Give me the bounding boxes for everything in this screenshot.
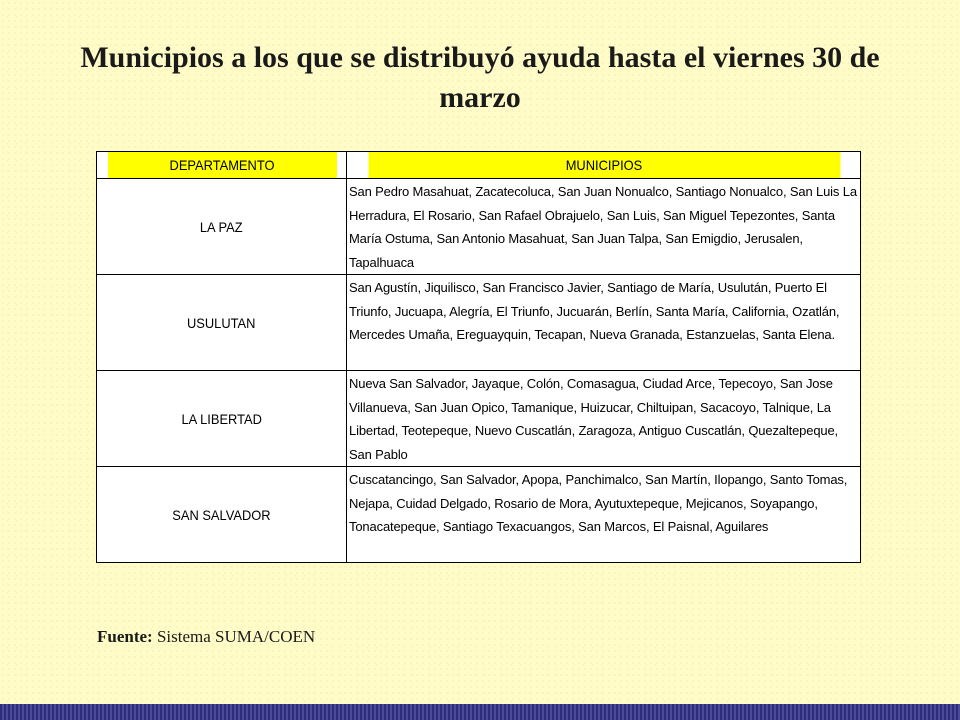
municipios-cell: Nueva San Salvador, Jayaque, Colón, Comasagua, Ciudad Arce, Tepecoyo, San Jose Villanueva, San Juan Opico, Tamanique, Huizucar, Chiltuipan, Sacacoyo, Talnique, La Libertad, Teotepeque, Nuevo Cuscatlán, Zaragoza, Antiguo Cuscatlán, Quezaltepeque, San Pablo — [347, 371, 861, 467]
departamento-label: LA LIBERTAD — [181, 410, 262, 427]
bottom-decorative-bar — [0, 704, 960, 720]
departamento-label: LA PAZ — [200, 218, 243, 235]
table-row — [97, 371, 861, 467]
departamento-cell — [97, 179, 347, 275]
slide-title: Municipios a los que se distribuyó ayuda hasta el viernes 30 de marzo — [80, 41, 880, 114]
municipios-table — [96, 151, 861, 563]
table-row — [97, 467, 861, 563]
source-label: Fuente: — [97, 627, 153, 646]
municipios-cell: San Agustín, Jiquilisco, San Francisco Javier, Santiago de María, Usulután, Puerto El Triunfo, Jucuapa, Alegría, El Triunfo, Jucuarán, Berlín, Santa María, California, Ozatlán, Mercedes Umaña, Ereguayquin, Tecapan, Nueva Granada, Estanzuelas, Santa Elena. — [347, 275, 861, 371]
table-row — [97, 179, 861, 275]
departamento-cell — [97, 275, 347, 371]
municipios-cell: Cuscatancingo, San Salvador, Apopa, Panchimalco, San Martín, Ilopango, Santo Tomas, Nejapa, Cuidad Delgado, Rosario de Mora, Ayutuxtepeque, Mejicanos, Soyapango, Tonacatepeque, Santiago Texacuangos, San Marcos, El Paisnal, Aguilares — [347, 467, 861, 563]
source-note — [97, 627, 315, 647]
header-departamento: DEPARTAMENTO — [107, 152, 337, 179]
departamento-cell — [97, 371, 347, 467]
table-row — [97, 275, 861, 371]
header-municipios: MUNICIPIOS — [367, 152, 840, 179]
table-header-row — [97, 152, 861, 179]
departamento-cell — [97, 467, 347, 563]
municipios-cell: San Pedro Masahuat, Zacatecoluca, San Juan Nonualco, Santiago Nonualco, San Luis La Herradura, El Rosario, San Rafael Obrajuelo, San Luis, San Miguel Tepezontes, Santa María Ostuma, San Antonio Masahuat, San Juan Talpa, San Emigdio, Jerusalen, Tapalhuaca — [347, 179, 861, 275]
departamento-label: SAN SALVADOR — [172, 506, 271, 523]
departamento-label: USULUTAN — [187, 314, 256, 331]
source-text: Sistema SUMA/COEN — [156, 627, 316, 646]
